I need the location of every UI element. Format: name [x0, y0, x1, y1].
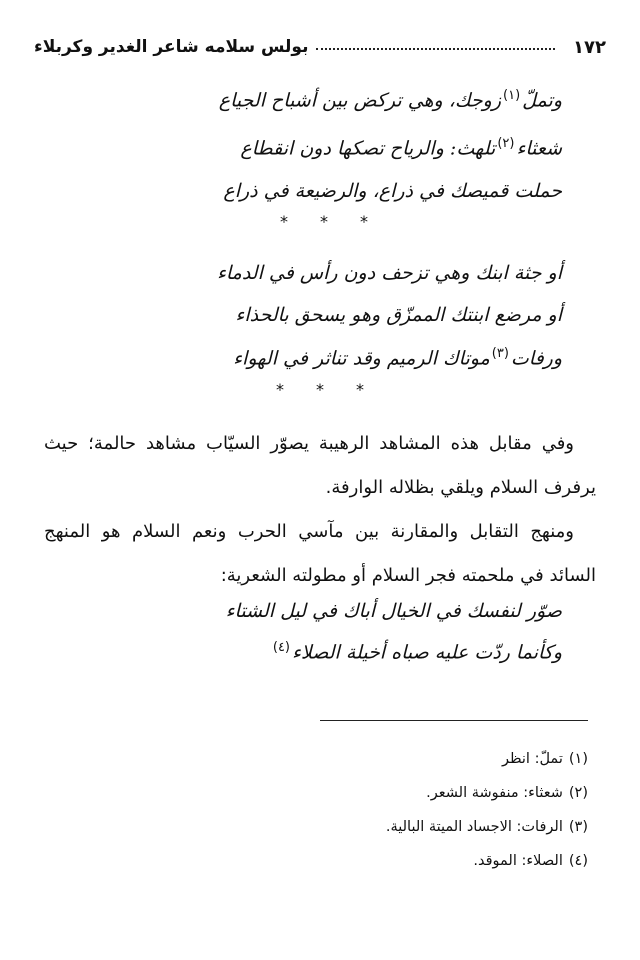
footnote-number: (٢): [568, 785, 588, 801]
footnote-separator: [320, 720, 588, 721]
footnote: [386, 810, 588, 844]
verse-text: أو مرضع ابنتك الممزّق وهو يسحق بالحذاء: [235, 304, 562, 326]
star: *: [276, 380, 284, 399]
prose-paragraph: ومنهج التقابل والمقارنة بين مآسي الحرب ونعم السلام هو المنهج السائد في ملحمته فجر السلام أو مطولته الشعرية:: [44, 521, 596, 586]
footnote-mark: (٤): [272, 640, 290, 655]
footnote-mark: (٢): [497, 136, 515, 151]
running-header: [34, 32, 606, 62]
verse-line: [219, 88, 562, 111]
verse-text: زوجك، وهي تركض بين أشباح الجياع: [218, 89, 502, 112]
footnote-text: تملّ: انظر: [502, 751, 563, 767]
prose-paragraph: وفي مقابل هذه المشاهد الرهيبة يصوّر السيّاب مشاهد حالمة؛ حيث يرفرف السلام ويلقي بظلاله الوارفة.: [44, 433, 596, 498]
star: *: [320, 212, 328, 231]
footnote: [386, 742, 588, 776]
verse-text: موتاك الرميم وقد تناثر في الهواء: [233, 347, 490, 370]
stars-divider: [280, 212, 368, 231]
footnote-mark: (٣): [491, 346, 509, 361]
star: *: [316, 380, 324, 399]
verse-line: [233, 346, 562, 369]
star: *: [356, 380, 364, 399]
verse-text: شعثاء: [516, 137, 562, 160]
page-number: ١٧٢: [573, 36, 606, 58]
verse-line: [223, 180, 562, 202]
verse-text: وكأنما ردّت عليه صباه أخيلة الصلاء: [292, 641, 562, 664]
running-title: بولس سلامه شاعر الغدير وكربلاء: [34, 37, 309, 57]
verse-text: ورفات: [510, 347, 562, 370]
verse-text: أو جثة ابنك وهي تزحف دون رأس في الدماء: [216, 262, 562, 284]
verse-text: تلهث: والرياح تصكها دون انقطاع: [240, 137, 496, 160]
star: *: [360, 212, 368, 231]
verse-text: حملت قميصك في ذراع، والرضيعة في ذراع: [223, 180, 562, 202]
footnote-mark: (١): [503, 88, 521, 103]
prose-block: [44, 422, 596, 598]
verse-line: [226, 600, 562, 622]
verse-line: [240, 136, 562, 159]
footnote-text: شعثاء: منفوشة الشعر.: [426, 785, 563, 801]
header-leader-dots: [316, 38, 555, 50]
footnote: [386, 776, 588, 810]
footnote-text: الرفات: الاجساد الميتة البالية.: [385, 819, 563, 835]
footnote-number: (١): [568, 751, 588, 767]
footnote: [386, 844, 588, 878]
footnotes: [386, 742, 588, 878]
footnote-number: (٣): [568, 819, 588, 835]
star: *: [280, 212, 288, 231]
stars-divider: [276, 380, 364, 399]
verse-text: وتملّ: [522, 89, 562, 112]
verse-line: [271, 640, 562, 663]
verse-line: [217, 262, 562, 284]
verse-text: صوّر لنفسك في الخيال أباك في ليل الشتاء: [225, 600, 562, 622]
verse-line: [235, 304, 562, 326]
footnote-number: (٤): [568, 853, 588, 869]
footnote-text: الصلاء: الموقد.: [473, 853, 563, 869]
